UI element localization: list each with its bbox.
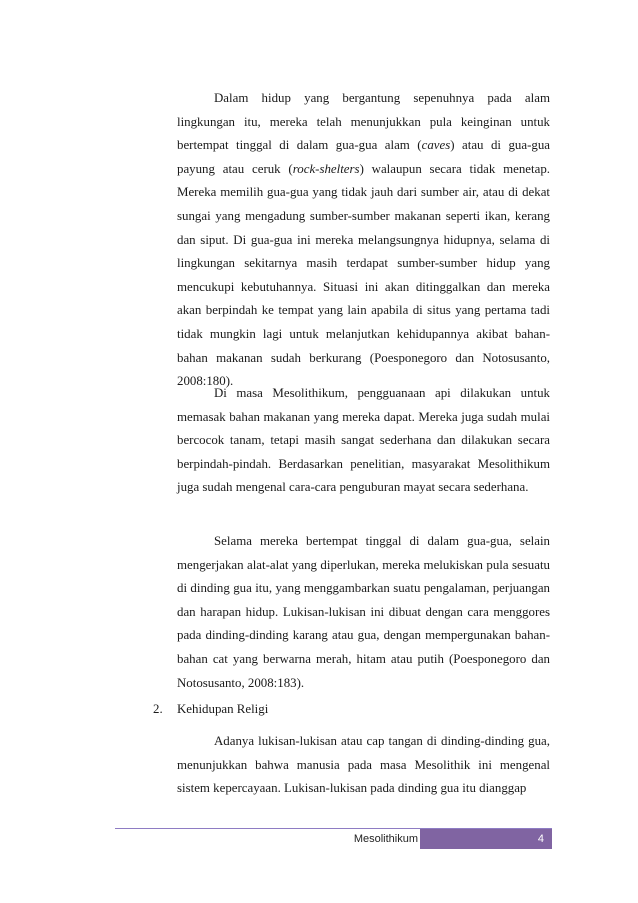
paragraph-cave-dwelling [177,87,550,394]
paragraph-religion: Adanya lukisan-lukisan atau cap tangan di dinding-dinding gua, menunjukkan bahwa manusia pada masa Mesolithik ini mengenal sistem kepercayaan. Lukisan-lukisan pada dinding gua itu dianggap [177,734,550,796]
paragraph-text: Dalam hidup yang bergantung sepenuhnya pada alam lingkungan itu, mereka telah menunjukkan pula keinginan untuk bertempat tinggal di dalam gua-gua alam ( [177,91,550,153]
section-heading [153,698,268,722]
paragraph-text: ) walaupun secara tidak menetap. Mereka memilih gua-gua yang tidak jauh dari sumber air, atau di dekat sungai yang mengadung sumber-sumber makanan seperti ikan, kerang dan siput. Di gua-gua ini mereka melangsungnya hidupnya, selama di lingkungan sekitarnya masih terdapat sumber-sumber hidup yang mencukupi kebutuhannya. Situasi ini akan ditinggalkan dan mereka akan berpindah ke tempat yang lain apabila di situs yang pertama tadi tidak mungkin lagi untuk melanjutkan kehidupannya akibat bahan-bahan makanan sudah berkurang (Poesponegoro dan Notosusanto, 2008:180). [177,161,551,389]
footer-page-number: 4 [420,829,552,849]
footer-title: Mesolithikum [353,833,418,845]
section-number: 2. [153,702,163,716]
section-title: Kehidupan Religi [177,702,269,716]
paragraph-cave-paintings: Selama mereka bertempat tinggal di dalam gua-gua, selain mengerjakan alat-alat yang diperlukan, mereka melukiskan pula sesuatu di dinding gua itu, yang menggambarkan suatu pengalaman, perjuangan dan harapan hidup. Lukisan-lukisan ini dibuat dengan cara menggores pada dinding-dinding karang atau gua, dengan mempergunakan bahan-bahan cat yang berwarna merah, hitam atau putih (Poesponegoro dan Notosusanto, 2008:183). [177,534,550,690]
paragraph-text: ) atau di gua-gua payung atau ceruk ( [177,138,550,176]
italic-term-caves: caves [421,138,451,153]
paragraph-fire-use: Di masa Mesolithikum, pengguanaan api dilakukan untuk memasak bahan makanan yang mereka dapat. Mereka juga sudah mulai bercocok tanam, tetapi masih sangat sederhana dan dilakukan secara berpindah-pindah. Berdasarkan penelitian, masyarakat Mesolithikum juga sudah mengenal cara-cara penguburan mayat secara sederhana. [177,386,550,495]
italic-term-rock-shelters: rock-shelters [292,161,360,176]
